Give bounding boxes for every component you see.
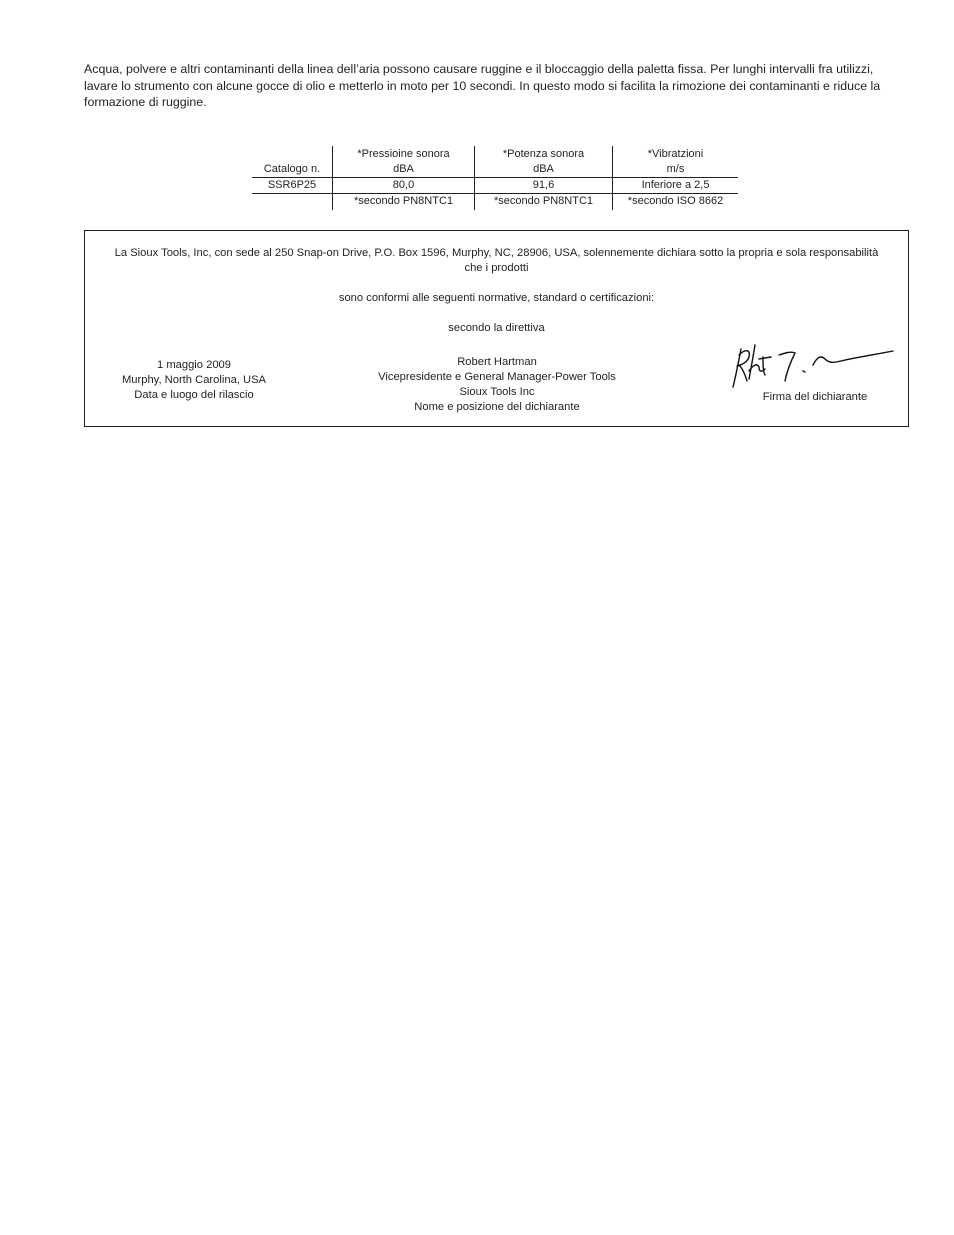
cell-vibration: Inferiore a 2,5 (613, 178, 739, 194)
declaration-box (84, 230, 909, 427)
issue-place: Murphy, North Carolina, USA (121, 374, 267, 386)
header-sound-pressure-label: *Pressioine sonora (357, 148, 450, 160)
issue-date: 1 maggio 2009 (156, 359, 232, 371)
signature-block (725, 341, 905, 421)
declarant-block (347, 355, 647, 415)
intro-paragraph: Acqua, polvere e altri contaminanti della linea dell’aria possono causare ruggine e il bloccaggio della paletta fissa. Per lunghi intervalli fra utilizzi, lavare lo strumento con alcune gocce di olio e metterlo in moto per 10 secondi. In questo modo si facilita la rimozione dei contaminanti e riduce la formazione di ruggine. (84, 62, 881, 109)
note-catalog (252, 193, 333, 210)
header-sound-power-label: *Potenza sonora (502, 148, 585, 160)
header-sound-pressure-unit: dBA (393, 162, 414, 175)
issue-date-caption: Data e luogo del rilascio (134, 389, 254, 401)
header-sound-power (475, 146, 613, 178)
cell-sound-power: 91,6 (475, 178, 613, 194)
specs-value-row (252, 178, 738, 194)
declarant-caption: Nome e posizione del dichiarante (414, 401, 580, 413)
handwritten-signature (725, 341, 905, 391)
specs-header-row (252, 146, 738, 178)
header-vibration-unit: m/s (666, 162, 685, 175)
issue-date-block (105, 358, 283, 403)
declaration-directive: secondo la direttiva (448, 322, 545, 334)
specs-table (252, 146, 738, 210)
header-vibration (613, 146, 739, 178)
header-catalog-label: Catalogo n. (263, 162, 321, 175)
declarant-title: Vicepresidente e General Manager-Power Tools (378, 371, 616, 383)
specs-notes-row (252, 193, 738, 210)
cell-catalog: SSR6P25 (252, 178, 333, 194)
header-vibration-label: *Vibratzioni (647, 148, 704, 160)
note-sound-power: *secondo PN8NTC1 (475, 193, 613, 210)
note-sound-pressure: *secondo PN8NTC1 (333, 193, 475, 210)
header-sound-power-unit: dBA (533, 162, 554, 175)
declarant-company: Sioux Tools Inc (459, 386, 535, 398)
declaration-statement: La Sioux Tools, Inc, con sede al 250 Snap-on Drive, P.O. Box 1596, Murphy, NC, 28906, USA, solennemente dichiara sotto la propria e sola responsabilità che i prodotti (114, 247, 879, 274)
declaration-conformity: sono conformi alle seguenti normative, standard o certificazioni: (338, 292, 655, 304)
signature-caption: Firma del dichiarante (762, 391, 868, 403)
header-sound-pressure (333, 146, 475, 178)
header-catalog (252, 146, 333, 178)
declarant-name: Robert Hartman (457, 356, 537, 368)
note-vibration: *secondo ISO 8662 (613, 193, 739, 210)
cell-sound-pressure: 80,0 (333, 178, 475, 194)
